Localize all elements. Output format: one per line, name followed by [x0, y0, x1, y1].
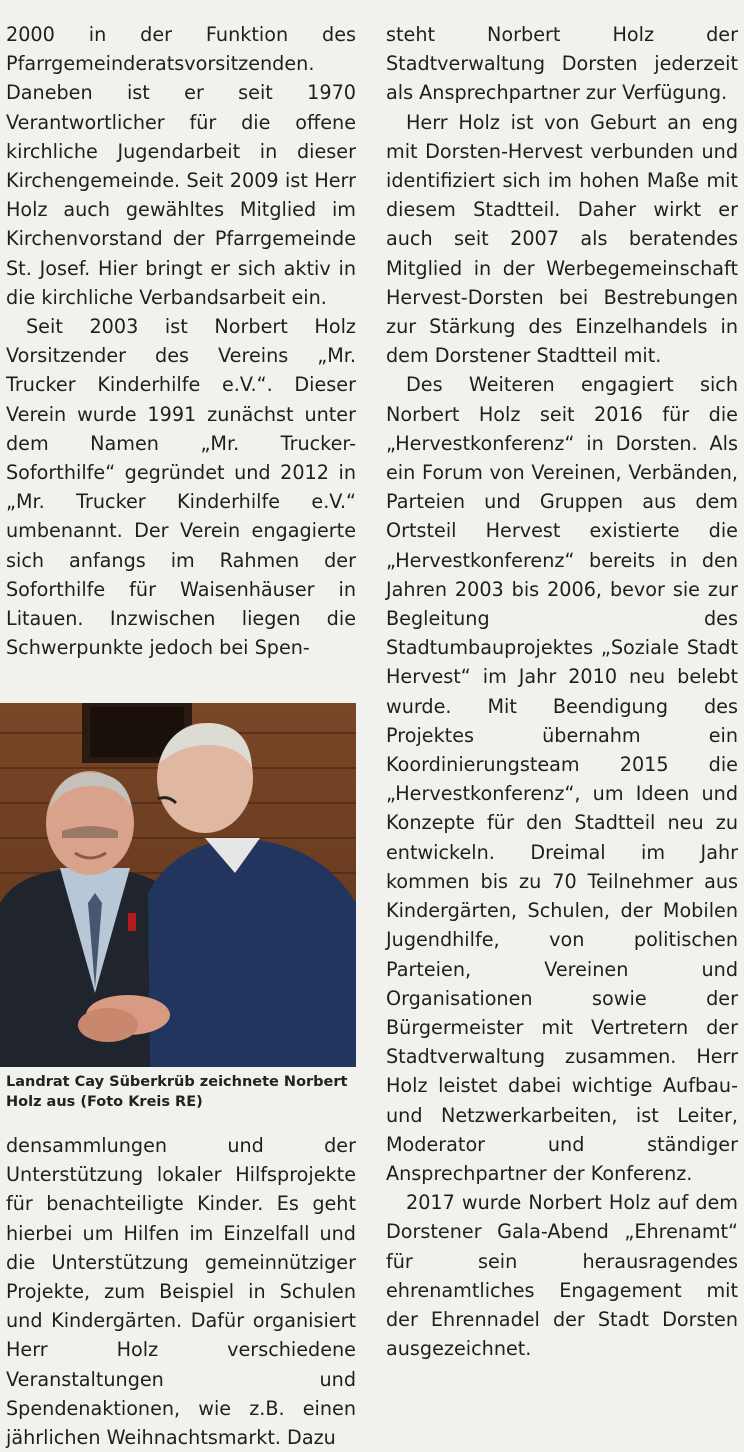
right-column: [386, 20, 738, 1363]
paragraph: Seit 2003 ist Norbert Holz Vorsitzender des Vereins „Mr. Trucker Kinderhilfe e.V.“. Dieser Verein wurde 1991 zunächst unter dem Namen „Mr. Trucker-Soforthilfe“ gegründet und 2012 in „Mr. Trucker Kinderhilfe e.V.“ umbenannt. Der Verein engagierte sich anfangs im Rahmen der Soforthilfe für Waisenhäuser in Litauen. Inzwischen liegen die Schwerpunkte jedoch bei Spen-: [6, 315, 356, 660]
photo-illustration: [0, 703, 356, 1067]
paragraph: 2017 wurde Norbert Holz auf dem Dorstener Gala-Abend „Ehrenamt“ für sein herausragendes ehrenamtliches Engagement mit der Ehrennadel der Stadt Dorsten ausgezeichnet.: [386, 1191, 738, 1361]
paragraph: Herr Holz ist von Geburt an eng mit Dorsten-Hervest verbunden und identifiziert sich im hohen Maße mit diesem Stadtteil. Daher wirkt er auch seit 2007 als beratendes Mitglied in der Werbegemeinschaft Hervest-Dorsten bei Bestrebungen zur Stärkung des Einzelhandels in dem Dorstener Stadtteil mit.: [386, 110, 738, 368]
paragraph: steht Norbert Holz der Stadtverwaltung Dorsten jederzeit als Ansprechpartner zur Verfügung.: [386, 23, 738, 105]
left-column: [6, 20, 356, 662]
paragraph: Des Weiteren engagiert sich Norbert Holz seit 2016 für die „Hervestkonferenz“ in Dorsten. Als ein Forum von Vereinen, Verbänden, Parteien und Gruppen aus dem Ortsteil Hervest existierte die „Hervestkonferenz“ bereits in den Jahren 2003 bis 2006, bevor sie zur Begleitung des Stadtumbauprojektes „Soziale Stadt Hervest“ im Jahr 2010 neu belebt wurde. Mit Beendigung des Projektes übernahm ein Koordinierungsteam 2015 die „Hervestkonferenz“, um Ideen und Konzepte für den Stadtteil neu zu entwickeln. Dreimal im Jahr kommen bis zu 70 Teilnehmer aus Kindergärten, Schulen, der Mobilen Jugendhilfe, von politischen Parteien, Vereinen und Organisationen sowie der Bürgermeister mit Vertretern der Stadtverwaltung zusammen. Herr Holz leistet dabei wichtige Aufbau- und Netzwerkarbeiten, ist Leiter, Moderator und ständiger Ansprechpartner der Konferenz.: [386, 373, 738, 1185]
award-photo: [0, 703, 356, 1067]
paragraph: 2000 in der Funktion des Pfarrgemeinderatsvorsitzenden. Daneben ist er seit 1970 Verantwortlicher für die offene kirchliche Jugendarbeit in dieser Kirchengemeinde. Seit 2009 ist Herr Holz auch gewähltes Mitglied im Kirchenvorstand der Pfarrgemeinde St. Josef. Hier bringt er sich aktiv in die kirchliche Verbandsarbeit ein.: [6, 23, 356, 309]
photo-caption: Landrat Cay Süberkrüb zeichnete Norbert Holz aus (Foto Kreis RE): [6, 1074, 348, 1110]
left-column-bottom: [6, 1131, 356, 1452]
paragraph: densammlungen und der Unterstützung lokaler Hilfsprojekte für benachteiligte Kinder. Es geht hierbei um Hilfen im Einzelfall und die Unterstützung gemeinnütziger Projekte, zum Beispiel in Schulen und Kindergärten. Dafür organisiert Herr Holz verschiedene Veranstaltungen und Spendenaktionen, wie z.B. einen jährlichen Weihnachtsmarkt. Dazu: [6, 1134, 356, 1450]
